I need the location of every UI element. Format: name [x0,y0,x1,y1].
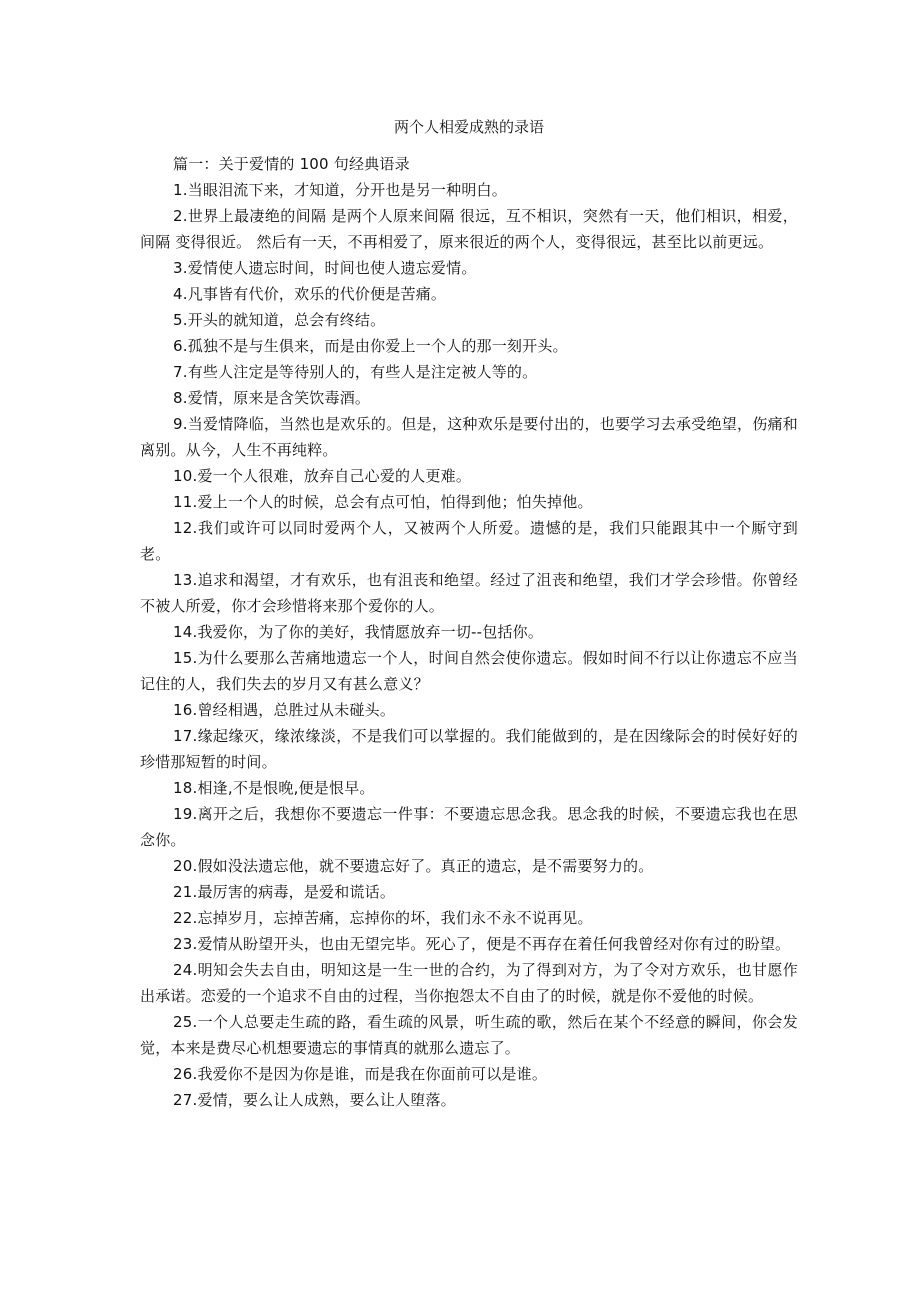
quote-item: 5.开头的就知道，总会有终结。 [173,311,386,329]
quote-item: 9.当爱情降临，当然也是欢乐的。但是，这种欢乐是要付出的，也要学习去承受绝望，伤痛和离别。从今，人生不再纯粹。 [140,415,798,459]
quote-item: 26.我爱你不是因为你是谁，而是我在你面前可以是谁。 [173,1065,548,1083]
quote-item: 2.世界上最凄绝的间隔 是两个人原来间隔 很远，互不相识，突然有一天，他们相识，相爱，间隔 变得很近。 然后有一天，不再相爱了，原来很近的两个人，变得很远，甚至比以前更远。 [140,207,798,251]
document-title: 两个人相爱成熟的录语 [393,118,544,136]
quote-item: 1.当眼泪流下来，才知道，分开也是另一种明白。 [173,181,507,199]
quote-item: 12.我们或许可以同时爱两个人，又被两个人所爱。遗憾的是，我们只能跟其中一个厮守到老。 [140,519,798,563]
quote-item: 8.爱情，原来是含笑饮毒酒。 [173,389,371,407]
quote-item: 7.有些人注定是等待别人的，有些人是注定被人等的。 [173,363,538,381]
quote-item: 11.爱上一个人的时候，总会有点可怕，怕得到他；怕失掉他。 [173,493,593,511]
section-heading: 篇一：关于爱情的 100 句经典语录 [173,155,410,173]
quote-item: 24.明知会失去自由，明知这是一生一世的合约，为了得到对方，为了令对方欢乐，也甘愿作出承诺。恋爱的一个追求不自由的过程，当你抱怨太不自由了的时候，就是你不爱他的时候。 [140,961,798,1005]
document-page [140,115,798,1113]
quote-item: 3.爱情使人遗忘时间，时间也使人遗忘爱情。 [173,259,477,277]
quote-item: 19.离开之后，我想你不要遗忘一件事：不要遗忘思念我。思念我的时候，不要遗忘我也在思念你。 [140,805,798,849]
quote-item: 22.忘掉岁月，忘掉苦痛，忘掉你的坏，我们永不永不说再见。 [173,909,593,927]
quote-item: 16.曾经相遇，总胜过从未碰头。 [173,701,396,719]
quote-item: 21.最厉害的病毒，是爱和谎话。 [173,883,396,901]
quote-item: 4.凡事皆有代价，欢乐的代价便是苦痛。 [173,285,447,303]
quote-item: 14.我爱你，为了你的美好，我情愿放弃一切--包括你。 [173,623,544,641]
quote-item: 15.为什么要那么苦痛地遗忘一个人，时间自然会使你遗忘。假如时间不行以让你遗忘不应当记住的人，我们失去的岁月又有甚么意义？ [140,649,798,693]
quote-item: 10.爱一个人很难，放弃自己心爱的人更难。 [173,467,472,485]
quote-item: 18.相逢,不是恨晚,便是恨早。 [173,779,375,797]
quote-item: 27.爱情，要么让人成熟，要么让人堕落。 [173,1091,456,1109]
quote-item: 13.追求和渴望，才有欢乐，也有沮丧和绝望。经过了沮丧和绝望，我们才学会珍惜。你曾经不被人所爱，你才会珍惜将来那个爱你的人。 [140,571,798,615]
quote-item: 6.孤独不是与生俱来，而是由你爱上一个人的那一刻开头。 [173,337,568,355]
quote-list [140,177,798,1113]
quote-item: 25.一个人总要走生疏的路，看生疏的风景，听生疏的歌，然后在某个不经意的瞬间，你会发觉，本来是费尽心机想要遗忘的事情真的就那么遗忘了。 [140,1013,798,1057]
quote-item: 20.假如没法遗忘他，就不要遗忘好了。真正的遗忘，是不需要努力的。 [173,857,654,875]
quote-item: 17.缘起缘灭，缘浓缘淡，不是我们可以掌握的。我们能做到的，是在因缘际会的时侯好好的珍惜那短暂的时间。 [140,727,798,771]
quote-item: 23.爱情从盼望开头，也由无望完毕。死心了，便是不再存在着任何我曾经对你有过的盼望。 [173,935,791,953]
